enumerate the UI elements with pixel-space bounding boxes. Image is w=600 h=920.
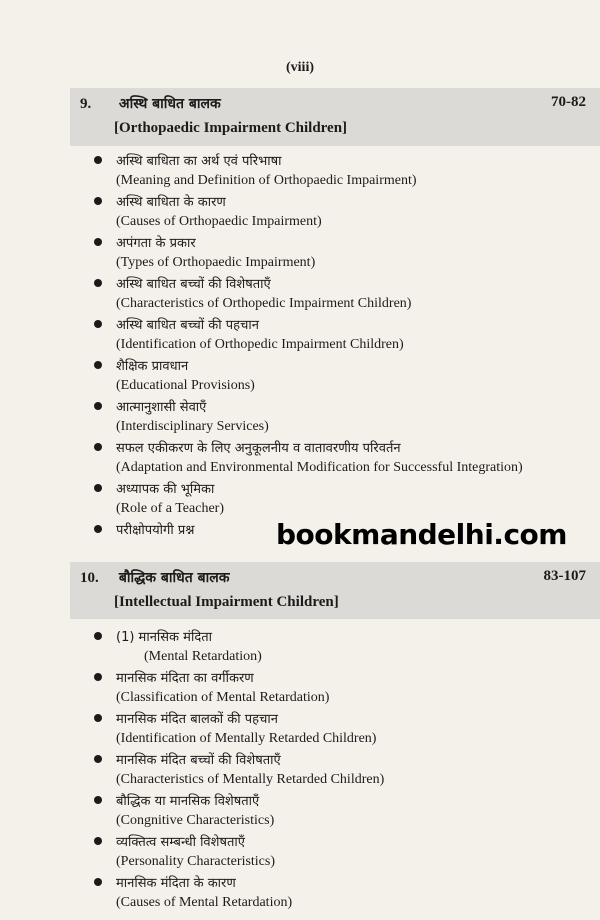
chapter-title-english: [Orthopaedic Impairment Children] (114, 120, 348, 136)
bullet-icon (94, 156, 102, 164)
bullet-icon (94, 796, 102, 804)
bullet-icon (94, 443, 102, 451)
bullet-icon (94, 673, 102, 681)
page-number: (viii) (286, 60, 314, 75)
topic-item: (1) मानसिक मंदिता (Mental Retardation) (116, 628, 586, 666)
bullet-icon (94, 878, 102, 886)
watermark-text: bookmandelhi.com (276, 518, 567, 551)
topic-item: मानसिक मंदिता के कारण (Causes of Mental Retardation) (116, 874, 586, 912)
bullet-icon (94, 837, 102, 845)
topic-item: बौद्धिक या मानसिक विशेषताएँ (Congnitive Characteristics) (116, 792, 586, 830)
topic-item: मानसिक मंदित बालकों की पहचान (Identification of Mentally Retarded Children) (116, 710, 586, 748)
topic-item: मानसिक मंदिता का वर्गीकरण (Classification of Mental Retardation) (116, 669, 586, 707)
bullet-icon (94, 484, 102, 492)
bullet-icon (94, 632, 102, 640)
bullet-icon (94, 361, 102, 369)
chapter-title-hindi: बौद्धिक बाधित बालक (118, 570, 230, 586)
topic-item: मानसिक मंदित बच्चों की विशेषताएँ (Characteristics of Mentally Retarded Children) (116, 751, 586, 789)
topic-item: अस्थि बाधित बच्चों की पहचान (Identification of Orthopedic Impairment Children) (116, 316, 586, 354)
chapter-page-range: 83-107 (543, 568, 586, 584)
bullet-icon (94, 402, 102, 410)
topic-item: शैक्षिक प्रावधान (Educational Provisions) (116, 357, 586, 395)
chapter-9-header (70, 88, 600, 146)
topic-item: अध्यापक की भूमिका (Role of a Teacher) (116, 480, 586, 518)
chapter-title-english: [Intellectual Impairment Children] (114, 594, 339, 610)
topic-item: आत्मानुशासी सेवाएँ (Interdisciplinary Services) (116, 398, 586, 436)
chapter-page-range: 70-82 (551, 94, 586, 110)
bullet-icon (94, 755, 102, 763)
topic-item: अस्थि बाधिता का अर्थ एवं परिभाषा (Meaning and Definition of Orthopaedic Impairment) (116, 152, 586, 190)
bullet-icon (94, 197, 102, 205)
topic-item: अस्थि बाधिता के कारण (Causes of Orthopaedic Impairment) (116, 193, 586, 231)
bullet-icon (94, 279, 102, 287)
topic-item: व्यक्तित्व सम्बन्धी विशेषताएँ (Personality Characteristics) (116, 833, 586, 871)
topic-item: अस्थि बाधित बच्चों की विशेषताएँ (Characteristics of Orthopedic Impairment Children) (116, 275, 586, 313)
chapter-title-hindi: अस्थि बाधित बालक (118, 96, 221, 112)
bullet-icon (94, 238, 102, 246)
bullet-icon (94, 320, 102, 328)
topic-item: परीक्षोपयोगी प्रश्न (116, 521, 586, 540)
bullet-icon (94, 714, 102, 722)
chapter-10-topics (116, 628, 586, 915)
chapter-number: 10. (80, 570, 99, 586)
bullet-icon (94, 525, 102, 533)
topic-item: सफल एकीकरण के लिए अनुकूलनीय व वातावरणीय परिवर्तन (Adaptation and Environmental Modification for Successful Integration) (116, 439, 586, 477)
chapter-9-topics (116, 152, 586, 543)
chapter-number: 9. (80, 96, 92, 112)
topic-item: अपंगता के प्रकार (Types of Orthopaedic Impairment) (116, 234, 586, 272)
chapter-10-header (70, 562, 600, 619)
